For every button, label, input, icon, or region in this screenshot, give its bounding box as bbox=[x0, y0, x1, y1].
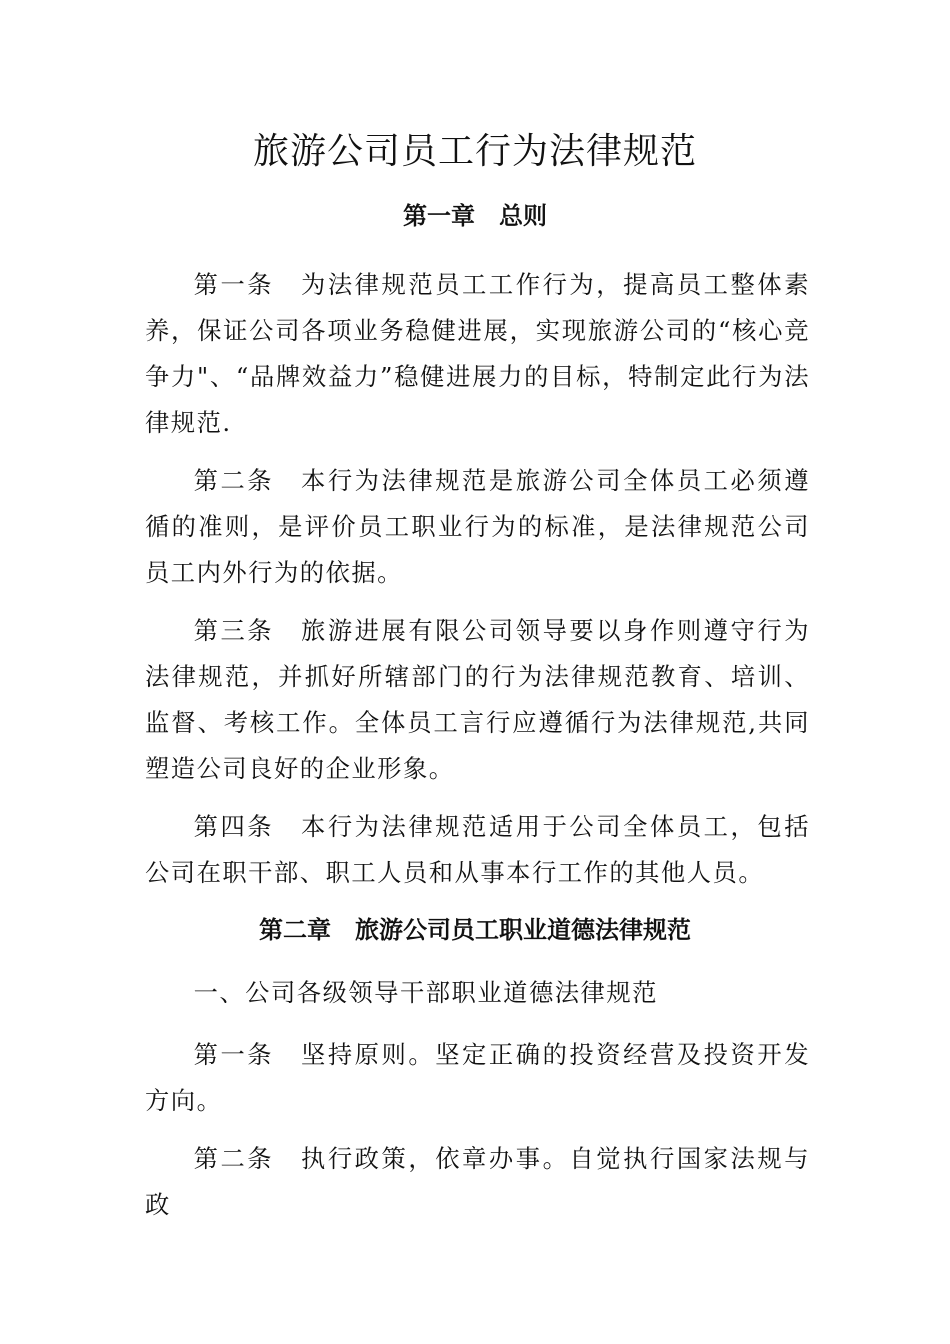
chapter-1-article-1: 第一条 为法律规范员工工作行为，提高员工整体素养，保证公司各项业务稳健进展，实现旅游公司的“核心竞争力"、“品牌效益力”稳健进展力的目标，特制定此行为法律规范. bbox=[145, 270, 810, 437]
chapter-1-article-4: 第四条 本行为法律规范适用于公司全体员工，包括公司在职干部、职工人员和从事本行工作的其他人员。 bbox=[145, 812, 810, 887]
chapter-2-article-1: 第一条 坚持原则。坚定正确的投资经营及投资开发方向。 bbox=[145, 1040, 810, 1115]
document-title: 旅游公司员工行为法律规范 bbox=[252, 131, 697, 172]
chapter-1-heading: 第一章 总则 bbox=[403, 202, 547, 230]
chapter-1-article-3: 第三条 旅游进展有限公司领导要以身作则遵守行为法律规范，并抓好所辖部门的行为法律规范教育、培训、监督、考核工作。全体员工言行应遵循行为法律规范,共同塑造公司良好的企业形象。 bbox=[145, 616, 810, 783]
chapter-2-heading: 第二章 旅游公司员工职业道德法律规范 bbox=[259, 916, 691, 944]
chapter-2-section-heading: 一、公司各级领导干部职业道德法律规范 bbox=[193, 978, 658, 1007]
chapter-1-article-2: 第二条 本行为法律规范是旅游公司全体员工必须遵循的准则，是评价员工职业行为的标准，是法律规范公司员工内外行为的依据。 bbox=[145, 466, 810, 587]
chapter-2-article-2: 第二条 执行政策，依章办事。自觉执行国家法规与政 bbox=[145, 1144, 810, 1219]
